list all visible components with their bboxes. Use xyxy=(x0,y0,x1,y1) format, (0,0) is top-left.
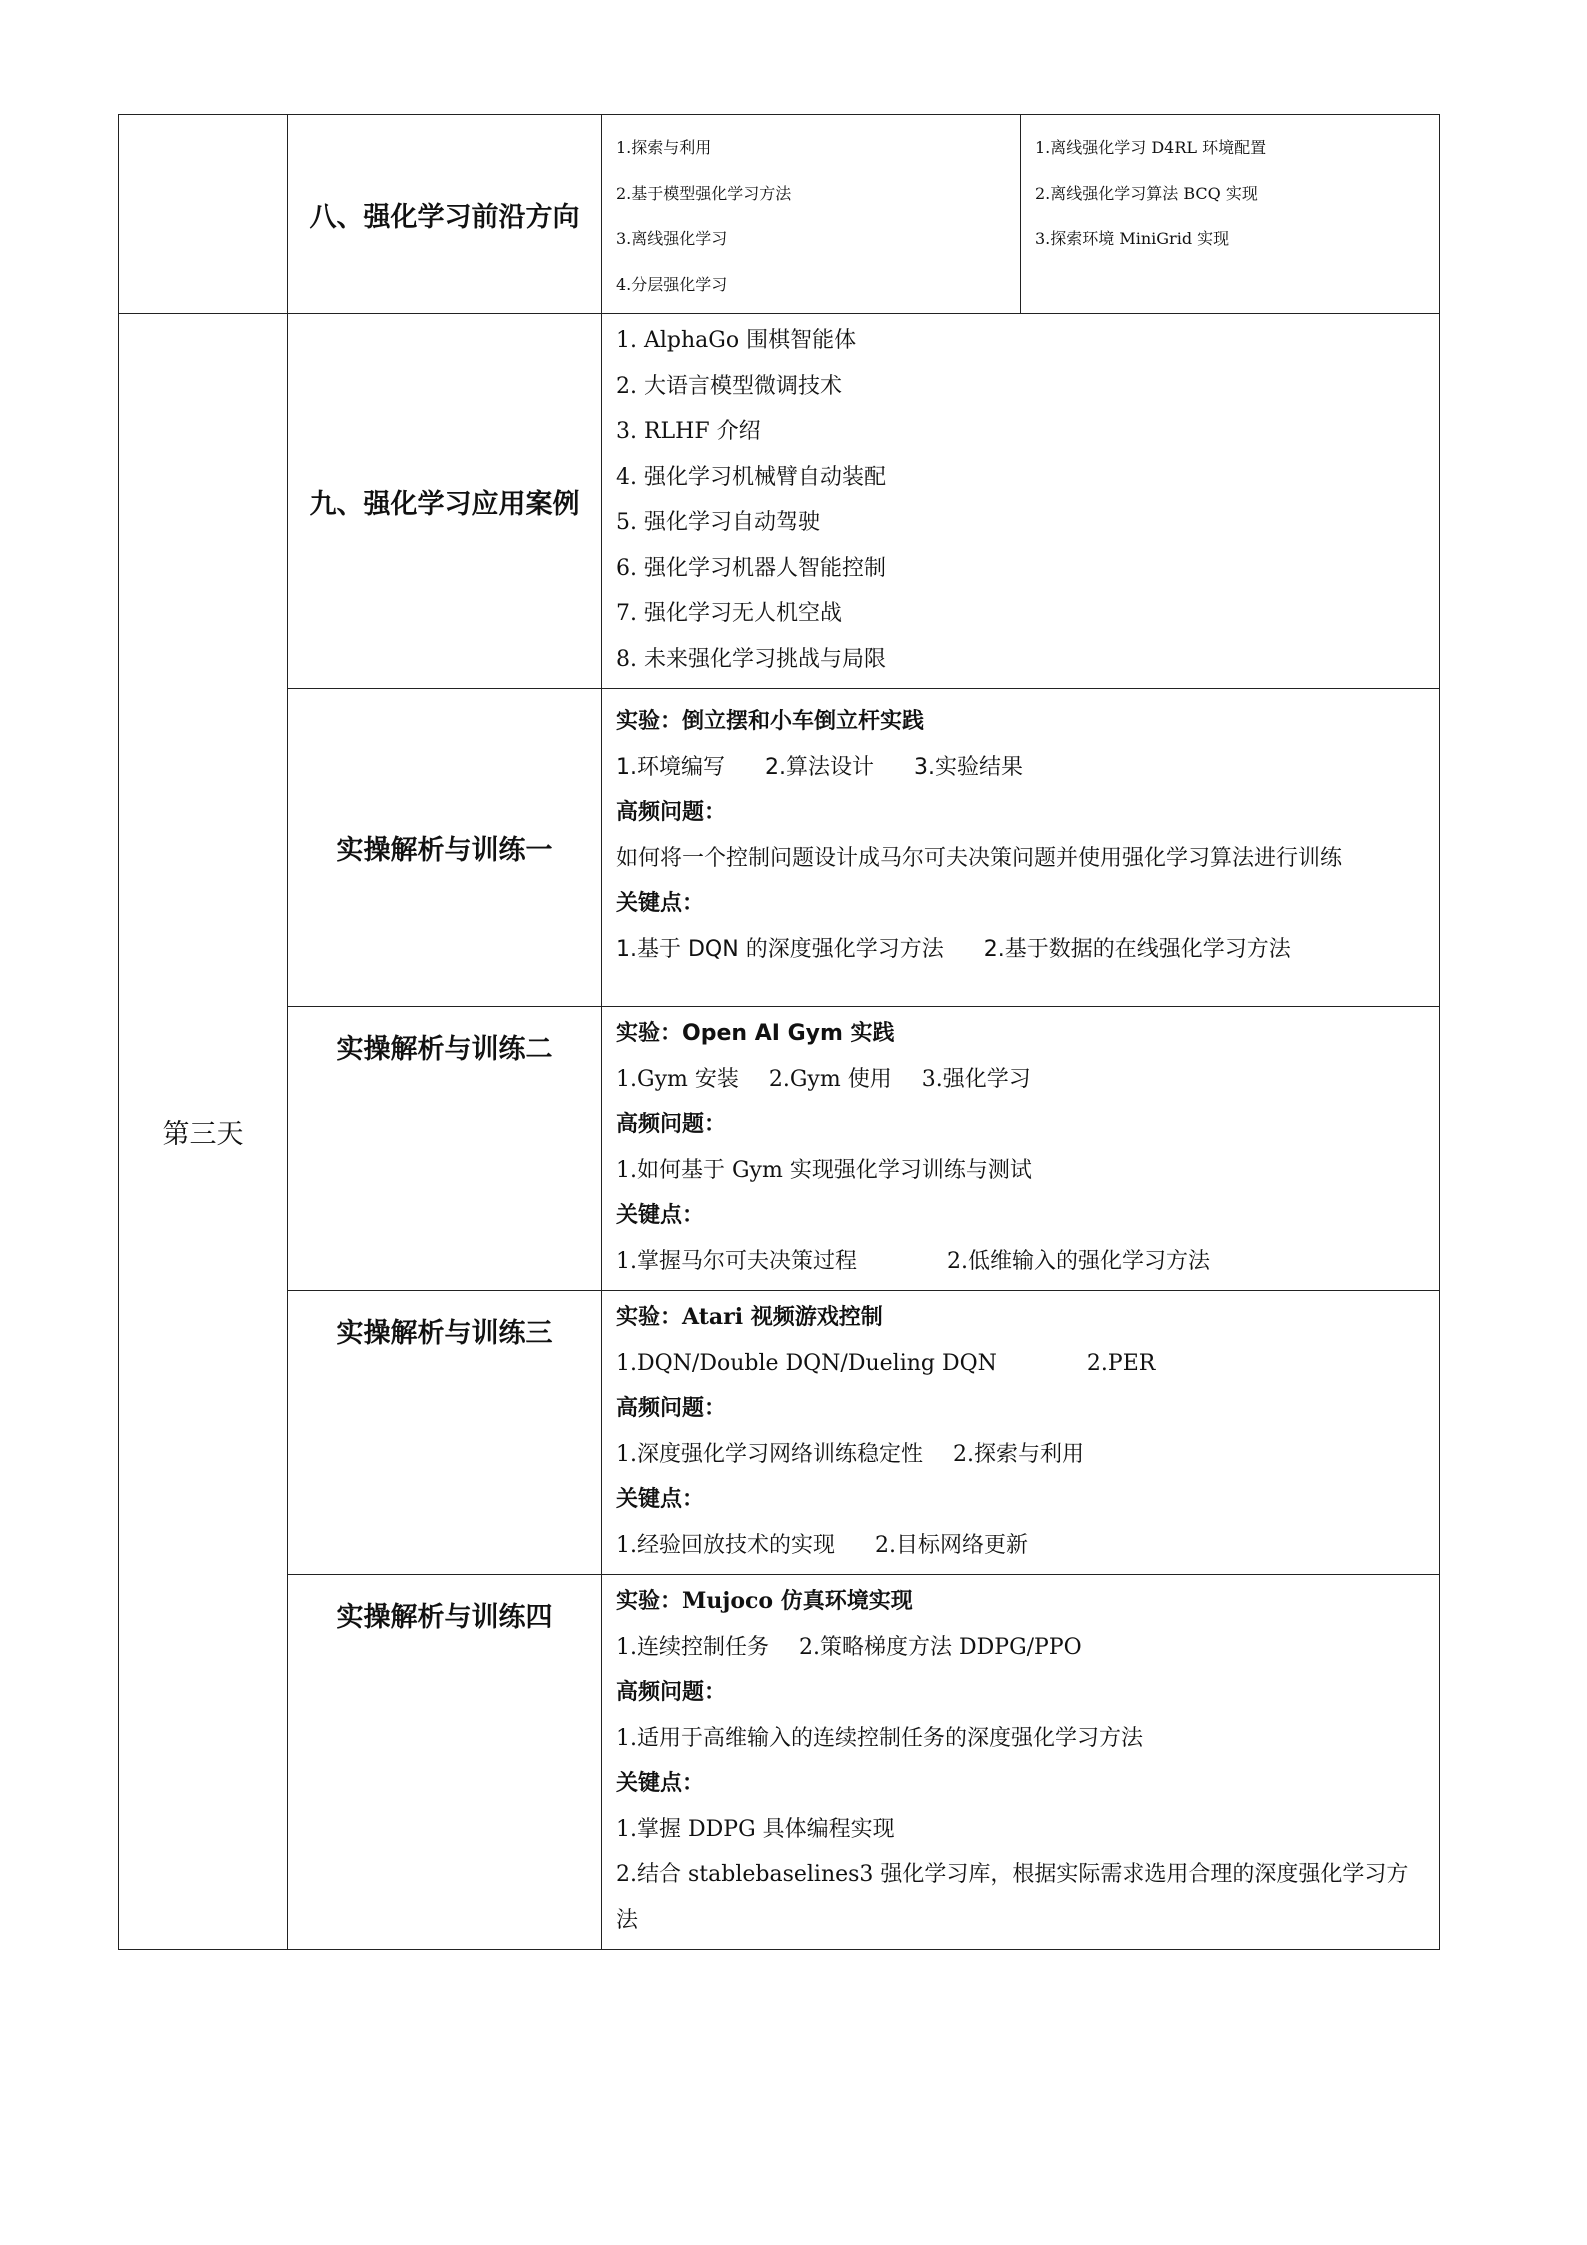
faq-line xyxy=(616,1432,1427,1478)
list-item: 8. 未来强化学习挑战与局限 xyxy=(616,646,886,672)
list-item: 1.离线强化学习 D4RL 环境配置 xyxy=(1035,138,1267,157)
experiment-label: 实验： xyxy=(616,708,683,734)
table-row-lab-one xyxy=(119,689,1440,1007)
topic-label: 实操解析与训练三 xyxy=(336,1318,553,1349)
list-item: 4.分层强化学习 xyxy=(616,274,728,294)
list-item: 3. RLHF 介绍 xyxy=(616,419,761,444)
list-item: 2. 大语言模型微调技术 xyxy=(616,373,842,399)
table-row-applications xyxy=(119,314,1440,689)
faq-item: 1.深度强化学习网络训练稳定性 xyxy=(616,1441,923,1467)
key-label: 关键点： xyxy=(616,890,705,916)
experiment-title: Open AI Gym 实践 xyxy=(682,1021,895,1046)
steps-line xyxy=(616,1625,1427,1671)
list-item: 7. 强化学习无人机空战 xyxy=(616,601,842,626)
topic-label: 八、强化学习前沿方向 xyxy=(309,201,580,233)
faq-text: 如何将一个控制问题设计成马尔可夫决策问题并使用强化学习算法进行训练 xyxy=(616,845,1343,871)
frontier-practice-list xyxy=(1021,115,1440,313)
list-item: 2.离线强化学习算法 BCQ 实现 xyxy=(1035,183,1258,203)
day-cell-empty xyxy=(119,115,288,314)
experiment-label: 实验： xyxy=(616,1304,683,1330)
key-label: 关键点： xyxy=(616,1770,705,1796)
step-item: 1.连续控制任务 xyxy=(616,1634,769,1660)
table-row-lab-two xyxy=(119,1007,1440,1291)
table-row-lab-three xyxy=(119,1291,1440,1575)
topic-label: 实操解析与训练二 xyxy=(336,1034,553,1065)
topic-cell-applications xyxy=(288,314,602,689)
topic-cell-lab-two xyxy=(288,1007,602,1291)
topic-cell-lab-four xyxy=(288,1575,602,1950)
faq-label: 高频问题： xyxy=(616,1395,727,1421)
list-item: 1.探索与利用 xyxy=(616,138,712,157)
topic-cell-frontier xyxy=(288,115,602,314)
topic-label: 九、强化学习应用案例 xyxy=(309,488,580,520)
list-item: 2.基于模型强化学习方法 xyxy=(616,183,792,203)
topic-label: 实操解析与训练一 xyxy=(336,835,553,866)
content-cell-lab-one xyxy=(602,689,1440,1007)
key-point: 2.目标网络更新 xyxy=(875,1532,1028,1558)
table-row-lab-four xyxy=(119,1575,1440,1950)
step-item: 3.实验结果 xyxy=(914,754,1023,780)
content-cell-lab-four xyxy=(602,1575,1440,1950)
list-item: 4. 强化学习机械臂自动装配 xyxy=(616,464,886,490)
step-item: 1.环境编写 xyxy=(616,754,725,780)
faq-label: 高频问题： xyxy=(616,1111,727,1137)
experiment-label: 实验： xyxy=(616,1020,683,1046)
topic-label: 实操解析与训练四 xyxy=(336,1602,553,1633)
topic-cell-lab-three xyxy=(288,1291,602,1575)
experiment-title: Mujoco 仿真环境实现 xyxy=(682,1588,913,1614)
content-cell-frontier xyxy=(602,115,1440,314)
step-item: 1.DQN/Double DQN/Dueling DQN xyxy=(616,1350,997,1376)
day-cell-day-three xyxy=(119,314,288,1950)
faq-item: 2.探索与利用 xyxy=(953,1441,1084,1467)
key-point: 1.基于 DQN 的深度强化学习方法 xyxy=(616,936,944,962)
table-row-frontier xyxy=(119,115,1440,314)
list-item: 3.离线强化学习 xyxy=(616,229,728,248)
experiment-title: 倒立摆和小车倒立杆实践 xyxy=(682,708,925,734)
course-schedule-table xyxy=(118,114,1440,1950)
day-label: 第三天 xyxy=(162,1119,244,1150)
experiment-heading xyxy=(616,1011,1427,1057)
key-point: 2.基于数据的在线强化学习方法 xyxy=(983,936,1291,962)
experiment-label: 实验： xyxy=(616,1588,683,1614)
experiment-title: Atari 视频游戏控制 xyxy=(682,1304,883,1330)
list-item: 1. AlphaGo 围棋智能体 xyxy=(616,328,857,353)
key-points-line xyxy=(616,1239,1427,1285)
experiment-heading xyxy=(616,1295,1427,1341)
key-point: 1.经验回放技术的实现 xyxy=(616,1532,835,1558)
faq-text: 1.适用于高维输入的连续控制任务的深度强化学习方法 xyxy=(616,1725,1143,1751)
list-item: 6. 强化学习机器人智能控制 xyxy=(616,555,886,581)
list-item: 3.探索环境 MiniGrid 实现 xyxy=(1035,229,1230,248)
key-points-line xyxy=(616,927,1427,973)
step-item: 2.算法设计 xyxy=(765,754,874,780)
faq-text: 1.如何基于 Gym 实现强化学习训练与测试 xyxy=(616,1157,1032,1183)
step-item: 2.Gym 使用 xyxy=(768,1066,892,1092)
key-point: 2.结合 stablebaselines3 强化学习库，根据实际需求选用合理的深度强化学习方法 xyxy=(616,1862,1409,1933)
topic-cell-lab-one xyxy=(288,689,602,1007)
key-point: 1.掌握 DDPG 具体编程实现 xyxy=(616,1816,895,1842)
key-label: 关键点： xyxy=(616,1202,705,1228)
faq-label: 高频问题： xyxy=(616,1679,727,1705)
frontier-theory-list xyxy=(602,115,1021,313)
content-cell-lab-two xyxy=(602,1007,1440,1291)
key-label: 关键点： xyxy=(616,1486,705,1512)
content-cell-applications xyxy=(602,314,1440,689)
experiment-heading xyxy=(616,1579,1427,1625)
key-point: 2.低维输入的强化学习方法 xyxy=(947,1248,1210,1274)
content-cell-lab-three xyxy=(602,1291,1440,1575)
step-item: 1.Gym 安装 xyxy=(616,1066,739,1092)
key-point: 1.掌握马尔可夫决策过程 xyxy=(616,1248,857,1274)
step-item: 2.策略梯度方法 DDPG/PPO xyxy=(799,1634,1082,1660)
list-item: 5. 强化学习自动驾驶 xyxy=(616,510,820,535)
frontier-subtable xyxy=(602,115,1439,313)
step-item: 2.PER xyxy=(1086,1350,1156,1376)
steps-line xyxy=(616,1057,1427,1103)
step-item: 3.强化学习 xyxy=(921,1066,1031,1092)
experiment-heading xyxy=(616,699,1427,745)
steps-line xyxy=(616,745,1427,791)
faq-label: 高频问题： xyxy=(616,799,727,825)
key-points-line xyxy=(616,1523,1427,1569)
steps-line xyxy=(616,1341,1427,1387)
